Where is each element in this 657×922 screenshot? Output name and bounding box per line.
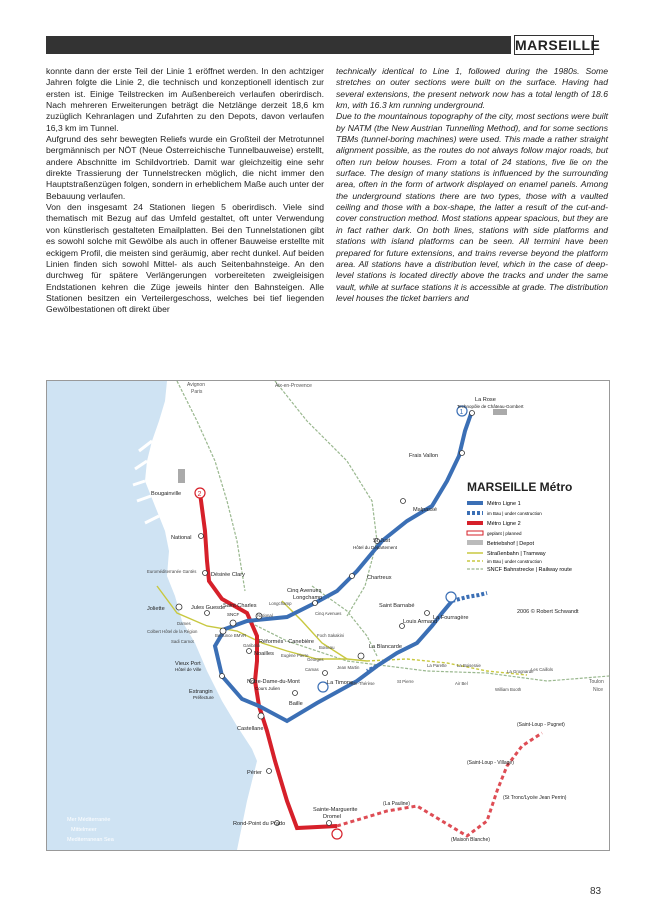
- tram-stop-label: St Pierre: [397, 679, 414, 684]
- tram-stop-label: Dames: [177, 621, 191, 626]
- metro-map-svg: [47, 381, 609, 850]
- station-label: Longchamp: [293, 595, 323, 601]
- station-dot: [267, 769, 272, 774]
- tram-stop-label: Ste-Thérèse: [351, 681, 375, 686]
- station-label: Cours Julien: [255, 686, 281, 691]
- line-number: 1: [459, 409, 464, 416]
- station-dot: [205, 611, 210, 616]
- rail-label: Paris: [191, 389, 203, 395]
- station-label: (Saint-Loup - Village): [467, 760, 514, 766]
- station-label: Hôtel du Département: [353, 545, 398, 550]
- tram-stop-label: Eugène Pierre: [281, 653, 309, 658]
- planned-labels: [383, 722, 567, 843]
- sea-label: Mediterranean Sea: [67, 837, 114, 843]
- line-number: 2: [197, 491, 202, 498]
- station-label: Notre-Dame-du-Mont: [247, 679, 300, 685]
- station-label: (St Tronc/Lycée Jean Perrin): [503, 795, 567, 801]
- station-dot: [358, 653, 364, 659]
- station-dot: [460, 451, 465, 456]
- tram-stop-label: Belsunce BMVR: [215, 633, 247, 638]
- station-label: Chartreux: [367, 575, 392, 581]
- station-label: Saint Charles: [223, 603, 257, 609]
- station-label: Louis Armand: [403, 619, 438, 625]
- station-dot: [220, 674, 225, 679]
- paragraph: Von den insgesamt 24 Stationen liegen 5 oberirdisch. Viele sind thematisch mit Bezug auf das Umfeld gestaltet, oft unter Verwendung von künstlerisch gestalteten Emailplatten. Bei den Tunnelstationen gibt es sowohl solche mit Gewölbe als auch in offener Bauweise erstellte mit eckigem Profil, die meisten sind geräumig, aber recht dunkel. Auf beiden Linien finden sich sowohl Mittel- als auch Seitenbahnsteige. An den durchweg für spätere Verlängerungen vorbereiteten zweigleisigen Endstationen kehren die Züge jeweils hinter den Bahnsteigen. Alle Stationen besitzen ein Verteilergeschoss, welches bei tief liegenden Gewölbestationen oft direkt über: [46, 202, 324, 315]
- rail-label: Toulon: [589, 679, 604, 685]
- paragraph: technically identical to Line 1, followed during the 1980s. Some stretches on outer sections were built on the surface. Having had several extensions, the present network now has a total length of 18.6 km, with 16.3 km running underground.: [336, 66, 608, 111]
- legend-label: im Bau | under construction: [487, 559, 542, 564]
- tram-stop-label: Longchamp: [269, 601, 292, 606]
- page-title: MARSEILLE: [515, 37, 601, 53]
- station-label: National: [171, 535, 192, 541]
- line-2-marker: [332, 829, 342, 839]
- station-label: La Timone: [327, 680, 354, 686]
- tram-stop-label: William Booth: [495, 687, 522, 692]
- depot-icon: [493, 409, 507, 415]
- tram-stop-label: Georges: [307, 657, 324, 662]
- tram-stop-label: Garibaldi: [243, 643, 261, 648]
- station-label: (Saint-Loup - Pugnet): [517, 722, 565, 728]
- legend-swatch: [467, 540, 483, 545]
- station-label: Hôtel de Ville: [175, 667, 202, 672]
- station-label: Sainte-Marguerite: [313, 807, 358, 813]
- tram-stop-label: La Grognarde: [507, 669, 534, 674]
- sea-area: [47, 381, 257, 850]
- tram-lines: [157, 586, 527, 675]
- tram-stop-label: Les Caillols: [531, 667, 553, 672]
- rail-label: Aix-en-Provence: [275, 383, 312, 389]
- station-label: Bougainville: [151, 491, 182, 497]
- tram-stop-label: Sadi Carnot: [171, 639, 194, 644]
- german-text-column: [46, 66, 324, 316]
- station-label: Réformés - Canebière: [259, 639, 315, 645]
- station-dot: [258, 713, 264, 719]
- tram-stop-label: La Boiseraie: [457, 663, 481, 668]
- page-number: 83: [590, 886, 602, 897]
- header-bar: [46, 36, 511, 54]
- legend-label: SNCF Bahnstrecke | Railway route: [487, 567, 572, 573]
- sea-label: Mer Méditerranée: [67, 817, 111, 823]
- legend-label: Métro Ligne 1: [487, 501, 521, 507]
- station-dot: [176, 604, 182, 610]
- station-dot: [327, 821, 332, 826]
- legend-swatch: [467, 531, 483, 535]
- paragraph: konnte dann der erste Teil der Linie 1 eröffnet werden. In den achtziger Jahren folgte die Linie 2, die technisch und konzeptionell identisch zur ersten ist. Einige Teilstrecken im Außenbereich verlaufen oberirdisch. Nach mehreren Erweiterungen beträgt die Netzlänge derzeit 18,6 km zuzüglich Kehranlagen und Zufahrten zu den Depots, davon verlaufen 16,3 km im Tunnel.: [46, 66, 324, 133]
- tram-stop-label: Camas: [305, 667, 319, 672]
- station-dot: [425, 611, 430, 616]
- station-dot: [313, 601, 318, 606]
- rail-avignon: [177, 381, 245, 591]
- line-2-planned: [337, 733, 542, 836]
- station-label: Saint Barnabé: [379, 603, 415, 609]
- tram-stop-label: La Parette: [427, 663, 447, 668]
- legend-label: im Bau | under construction: [487, 511, 542, 516]
- station-label: Baille: [289, 701, 303, 707]
- station-label: Périer: [247, 770, 262, 776]
- station-dot: [199, 534, 204, 539]
- station-label: Vieux Port: [175, 661, 201, 667]
- legend-label: geplant | planned: [487, 531, 522, 536]
- metro-map: [46, 380, 610, 851]
- station-dot: [293, 691, 298, 696]
- station-label: Rond-Point du Prado: [233, 821, 286, 827]
- legend-label: Straßenbahn | Tramway: [487, 551, 546, 557]
- station-label: La Rose: [475, 397, 496, 403]
- station-label: Noailles: [254, 651, 274, 657]
- station-label: La Blancarde: [369, 644, 402, 650]
- station-label: (La Pauline): [383, 801, 410, 807]
- station-label: Cinq Avenues: [287, 588, 322, 594]
- station-label: Estrangin: [189, 689, 213, 695]
- tram-stop-label: Colbert Hôtel de la Région: [147, 629, 198, 634]
- tram-stop-label: Euroméditerranée Gantès: [147, 569, 197, 574]
- station-label: Castellane: [237, 726, 264, 732]
- station-dot: [470, 411, 475, 416]
- station-label: Jules Guesde: [191, 605, 226, 611]
- station-label: Désirée Clary: [211, 572, 245, 578]
- legend-label: Métro Ligne 2: [487, 521, 521, 527]
- english-text-column: [336, 66, 608, 304]
- station-dot: [401, 499, 406, 504]
- station-label: SNCF: [227, 612, 240, 617]
- sea-label: Mittelmeer: [71, 827, 97, 833]
- station-dot: [323, 671, 328, 676]
- tram-extension: [367, 659, 527, 675]
- station-label: Technopôle de Château-Gombert: [457, 404, 524, 409]
- depot-icon: [178, 469, 185, 483]
- station-dot: [203, 571, 208, 576]
- tram-stop-label: Jean Martin: [337, 665, 360, 670]
- station-dot: [350, 574, 355, 579]
- rail-label: Avignon: [187, 382, 205, 388]
- tram-stop-label: National: [257, 613, 273, 618]
- paragraph: Due to the mountainous topography of the city, most sections were built by NATM (the New Austrian Tunnelling Method), and for some sections TBMs (tunnel-boring machines) were used. This made a rather straight alignment possible, as the routes do not always follow major roads, but often run below houses. From a total of 24 stations, five lie on the surface. The design of many stations is influenced by the surrounding area, often in the form of artwork displayed on enamel panels. Among the underground stations there are two types, those with a vaulted ceiling and those with a box-shape, the latter a result of the cut-and-cover construction method. Most stations appear spacious, but they are in fact rather dark. On both lines, stations with side platforms and stations with island platforms can be seen. All termini have been prepared for future extensions, and trains reverse beyond the platform area. All stations have a distribution level, which in the case of deep-level stations is located directly above the tracks and under the same vault, while at surface stations it is accessible at grade. The distribution level houses the ticket barriers and: [336, 111, 608, 303]
- station-label: La Fourragère: [433, 615, 469, 621]
- tram-stop-label: Air Bel: [455, 681, 468, 686]
- station-dot: [247, 649, 252, 654]
- station-label: Malpassé: [413, 507, 437, 513]
- rail-aix: [275, 381, 377, 616]
- station-label: Frais Vallon: [409, 453, 439, 459]
- station-dot: [230, 620, 236, 626]
- station-label: Joliette: [147, 606, 165, 612]
- tram-stop-label: Boiseau: [319, 645, 335, 650]
- station-label: St Just: [373, 538, 391, 544]
- station-label: (Maison Blanche): [451, 837, 490, 843]
- map-title: MARSEILLE Métro: [467, 480, 573, 494]
- station-label: Préfecture: [193, 695, 214, 700]
- paragraph: Aufgrund des sehr bewegten Reliefs wurde ein Großteil der Metrotunnel bergmännisch per NÖT (Neue Österreichische Tunnelbauweise) erstellt, andere Abschnitte im Schildvortrieb. Damit war gleichzeitig eine sehr direkte Trassierung der Tunnelstrecken möglich, die nicht immer den Hauptstraßenzügen folgen, sondern in erheblichem Maße auch unter der Bebauung verlaufen.: [46, 134, 324, 201]
- map-copyright: 2006 © Robert Schwandt: [517, 609, 579, 615]
- rail-label: Nice: [593, 687, 604, 693]
- tram-stop-label: Cinq Avenues: [315, 611, 342, 616]
- tram-stop-label: Foch Sakakini: [317, 633, 344, 638]
- station-label: Dromel: [323, 814, 342, 820]
- legend-label: Betriebshof | Depot: [487, 541, 534, 547]
- line-1-marker: [446, 592, 456, 602]
